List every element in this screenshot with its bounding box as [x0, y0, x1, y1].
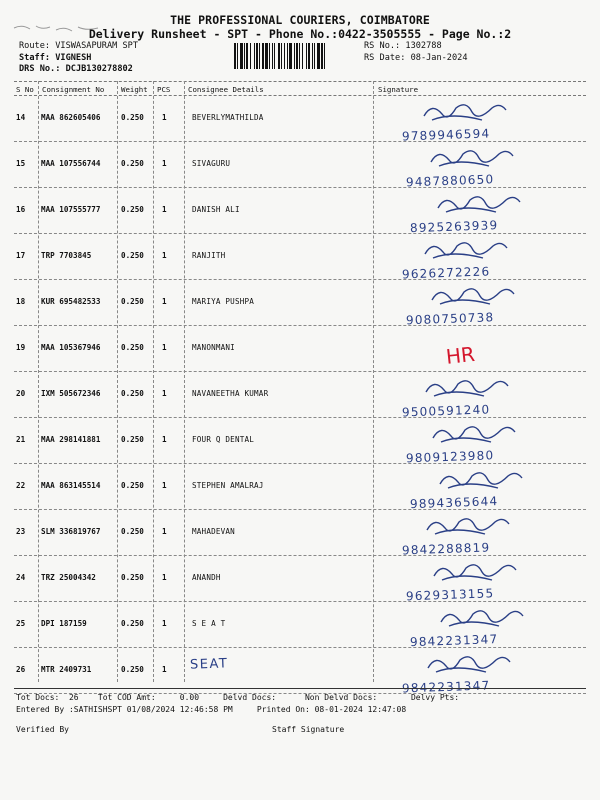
handwritten-phone: 9842231347 [401, 678, 491, 696]
row-consignment: DPI 187159 [41, 619, 87, 628]
staff-signature-label: Staff Signature [272, 725, 345, 734]
row-sno: 26 [16, 665, 26, 674]
row-consignment: MTR 2409731 [41, 665, 92, 674]
handwritten-seat: SEAT [189, 656, 229, 673]
signature-stroke [432, 289, 514, 304]
signature-stroke [431, 151, 513, 166]
row-sno: 15 [16, 159, 26, 168]
signature-scribble [384, 418, 584, 464]
signature-stroke [428, 657, 510, 672]
table-row [14, 602, 586, 648]
row-consignment: MAA 298141881 [41, 435, 101, 444]
row-consignee: MAHADEVAN [192, 527, 235, 536]
row-consignee: MARIYA PUSHPA [192, 297, 255, 306]
row-pcs: 1 [162, 113, 167, 122]
row-consignee: SIVAGURU [192, 159, 231, 168]
row-pcs: 1 [162, 205, 167, 214]
table-row [14, 510, 586, 556]
handwritten-phone: 9894365644 [409, 494, 499, 512]
table-row [14, 96, 586, 142]
row-pcs: 1 [162, 619, 167, 628]
row-consignee: S E A T [192, 619, 226, 628]
entered-line: Entered By :SATHISHSPT 01/08/2024 12:46:58 PM Printed On: 08-01-2024 12:47:08 [16, 705, 407, 714]
rs-no-label: RS No.: [364, 41, 401, 51]
row-consignment: KUR 695482533 [41, 297, 101, 306]
row-pcs: 1 [162, 159, 167, 168]
staff-value: VIGNESH [55, 52, 92, 63]
signature-stroke [424, 105, 506, 120]
row-consignee: FOUR Q DENTAL [192, 435, 255, 444]
row-consignee: STEPHEN AMALRAJ [192, 481, 264, 490]
signature-scribble [384, 188, 584, 234]
row-pcs: 1 [162, 251, 167, 260]
signature-scribble [384, 556, 584, 602]
row-consignee: MANONMANI [192, 343, 235, 352]
row-pcs: 1 [162, 665, 167, 674]
table-row [14, 556, 586, 602]
row-sno: 18 [16, 297, 26, 306]
route-value: VISWASAPURAM SPT [55, 41, 139, 51]
table-row [14, 142, 586, 188]
signature-stroke [441, 611, 523, 626]
signature-scribble [384, 142, 584, 188]
footer-rule [14, 688, 586, 689]
row-consignment: MAA 107556744 [41, 159, 101, 168]
row-weight: 0.250 [121, 251, 144, 260]
handwritten-phone: 9842231347 [409, 632, 499, 650]
row-consignee: ANANDH [192, 573, 221, 582]
runsheet-title [0, 27, 600, 41]
signature-scribble [384, 372, 584, 418]
route-label: Route: [19, 41, 51, 51]
table-row [14, 326, 586, 372]
handwritten-phone: 8925263939 [409, 218, 499, 236]
handwritten-phone: 9500591240 [401, 402, 491, 420]
row-weight: 0.250 [121, 343, 144, 352]
meta-left [19, 41, 138, 76]
row-sno: 14 [16, 113, 26, 122]
row-pcs: 1 [162, 573, 167, 582]
drs-label: DRS No.: [19, 64, 61, 74]
signature-scribble [384, 510, 584, 556]
handwritten-initials: HR [444, 341, 477, 369]
row-consignee: DANISH ALI [192, 205, 240, 214]
handwritten-phone: 9487880650 [405, 172, 495, 190]
signature-stroke [427, 519, 509, 534]
rs-date-value: 08-Jan-2024 [410, 52, 468, 63]
row-sno: 25 [16, 619, 26, 628]
row-weight: 0.250 [121, 205, 144, 214]
row-weight: 0.250 [121, 113, 144, 122]
row-consignee: BEVERLYMATHILDA [192, 113, 264, 122]
col-consignment: Consignment No [42, 85, 105, 94]
row-pcs: 1 [162, 343, 167, 352]
col-sno: S No [16, 85, 34, 94]
row-weight: 0.250 [121, 619, 144, 628]
row-consignee: NAVANEETHA KUMAR [192, 389, 269, 398]
signature-scribble [384, 326, 584, 372]
row-weight: 0.250 [121, 527, 144, 536]
rs-date-label: RS Date: [364, 52, 406, 63]
table-row [14, 280, 586, 326]
barcode-bar [325, 43, 327, 69]
staff-label: Staff: [19, 52, 51, 63]
signature-scribble [384, 234, 584, 280]
row-weight: 0.250 [121, 297, 144, 306]
handwritten-phone: 9626272226 [401, 264, 491, 282]
row-sno: 23 [16, 527, 26, 536]
col-consignee: Consignee Details [188, 85, 264, 94]
verified-by: Verified By [16, 725, 69, 734]
row-consignment: MAA 107555777 [41, 205, 101, 214]
signature-scribble [384, 280, 584, 326]
signature-stroke [434, 565, 516, 580]
row-consignment: SLM 336819767 [41, 527, 101, 536]
table-row [14, 418, 586, 464]
runsheet-title-text: Delivery Runsheet - SPT - Phone No.:0422-3505555 - Page No.:2 [88, 27, 512, 41]
row-consignment: MAA 862605406 [41, 113, 101, 122]
signature-stroke [438, 197, 520, 212]
row-pcs: 1 [162, 481, 167, 490]
handwritten-phone: 9789946594 [401, 126, 491, 144]
meta-right [364, 41, 468, 64]
col-weight: Weight [121, 85, 148, 94]
signature-scribble [384, 464, 584, 510]
row-weight: 0.250 [121, 389, 144, 398]
signature-stroke [433, 427, 515, 442]
col-signature: Signature [378, 85, 419, 94]
signature-stroke [426, 381, 508, 396]
signature-scribble [384, 96, 584, 142]
row-consignment: TRP 7703845 [41, 251, 92, 260]
handwritten-phone: 9842288819 [401, 540, 491, 558]
table-row [14, 234, 586, 280]
row-pcs: 1 [162, 527, 167, 536]
table-top-rule [14, 81, 586, 82]
signature-scribble [384, 602, 584, 648]
row-weight: 0.250 [121, 665, 144, 674]
drs-value: DCJB130278802 [65, 64, 133, 74]
row-sno: 24 [16, 573, 26, 582]
col-pcs: PCS [157, 85, 171, 94]
row-sno: 19 [16, 343, 26, 352]
row-consignee: RANJITH [192, 251, 226, 260]
row-weight: 0.250 [121, 481, 144, 490]
table-row [14, 372, 586, 418]
handwritten-phone: 9629313155 [405, 586, 495, 604]
row-sno: 16 [16, 205, 26, 214]
handwritten-phone: 9809123980 [405, 448, 495, 466]
handwritten-phone: 9080750738 [405, 310, 495, 328]
row-sno: 21 [16, 435, 26, 444]
row-consignment: TRZ 25004342 [41, 573, 96, 582]
totals-line: Tot Docs: 26 Tot COD Amt: 0.00 Delvd Docs: Non Delvd Docs: Delvy Pts: [16, 693, 460, 702]
row-sno: 22 [16, 481, 26, 490]
row-consignment: MAA 863145514 [41, 481, 101, 490]
row-consignment: MAA 105367946 [41, 343, 101, 352]
row-pcs: 1 [162, 297, 167, 306]
signature-stroke [440, 473, 522, 488]
table-row [14, 188, 586, 234]
rs-no-value: 1302788 [405, 41, 442, 51]
row-pcs: 1 [162, 435, 167, 444]
row-sno: 20 [16, 389, 26, 398]
table-row [14, 464, 586, 510]
drs-barcode [234, 43, 358, 69]
row-weight: 0.250 [121, 435, 144, 444]
row-consignment: IXM 505672346 [41, 389, 101, 398]
row-weight: 0.250 [121, 573, 144, 582]
signature-stroke [425, 243, 507, 258]
company-name: THE PROFESSIONAL COURIERS, COIMBATORE [170, 13, 430, 27]
row-sno: 17 [16, 251, 26, 260]
row-pcs: 1 [162, 389, 167, 398]
row-weight: 0.250 [121, 159, 144, 168]
